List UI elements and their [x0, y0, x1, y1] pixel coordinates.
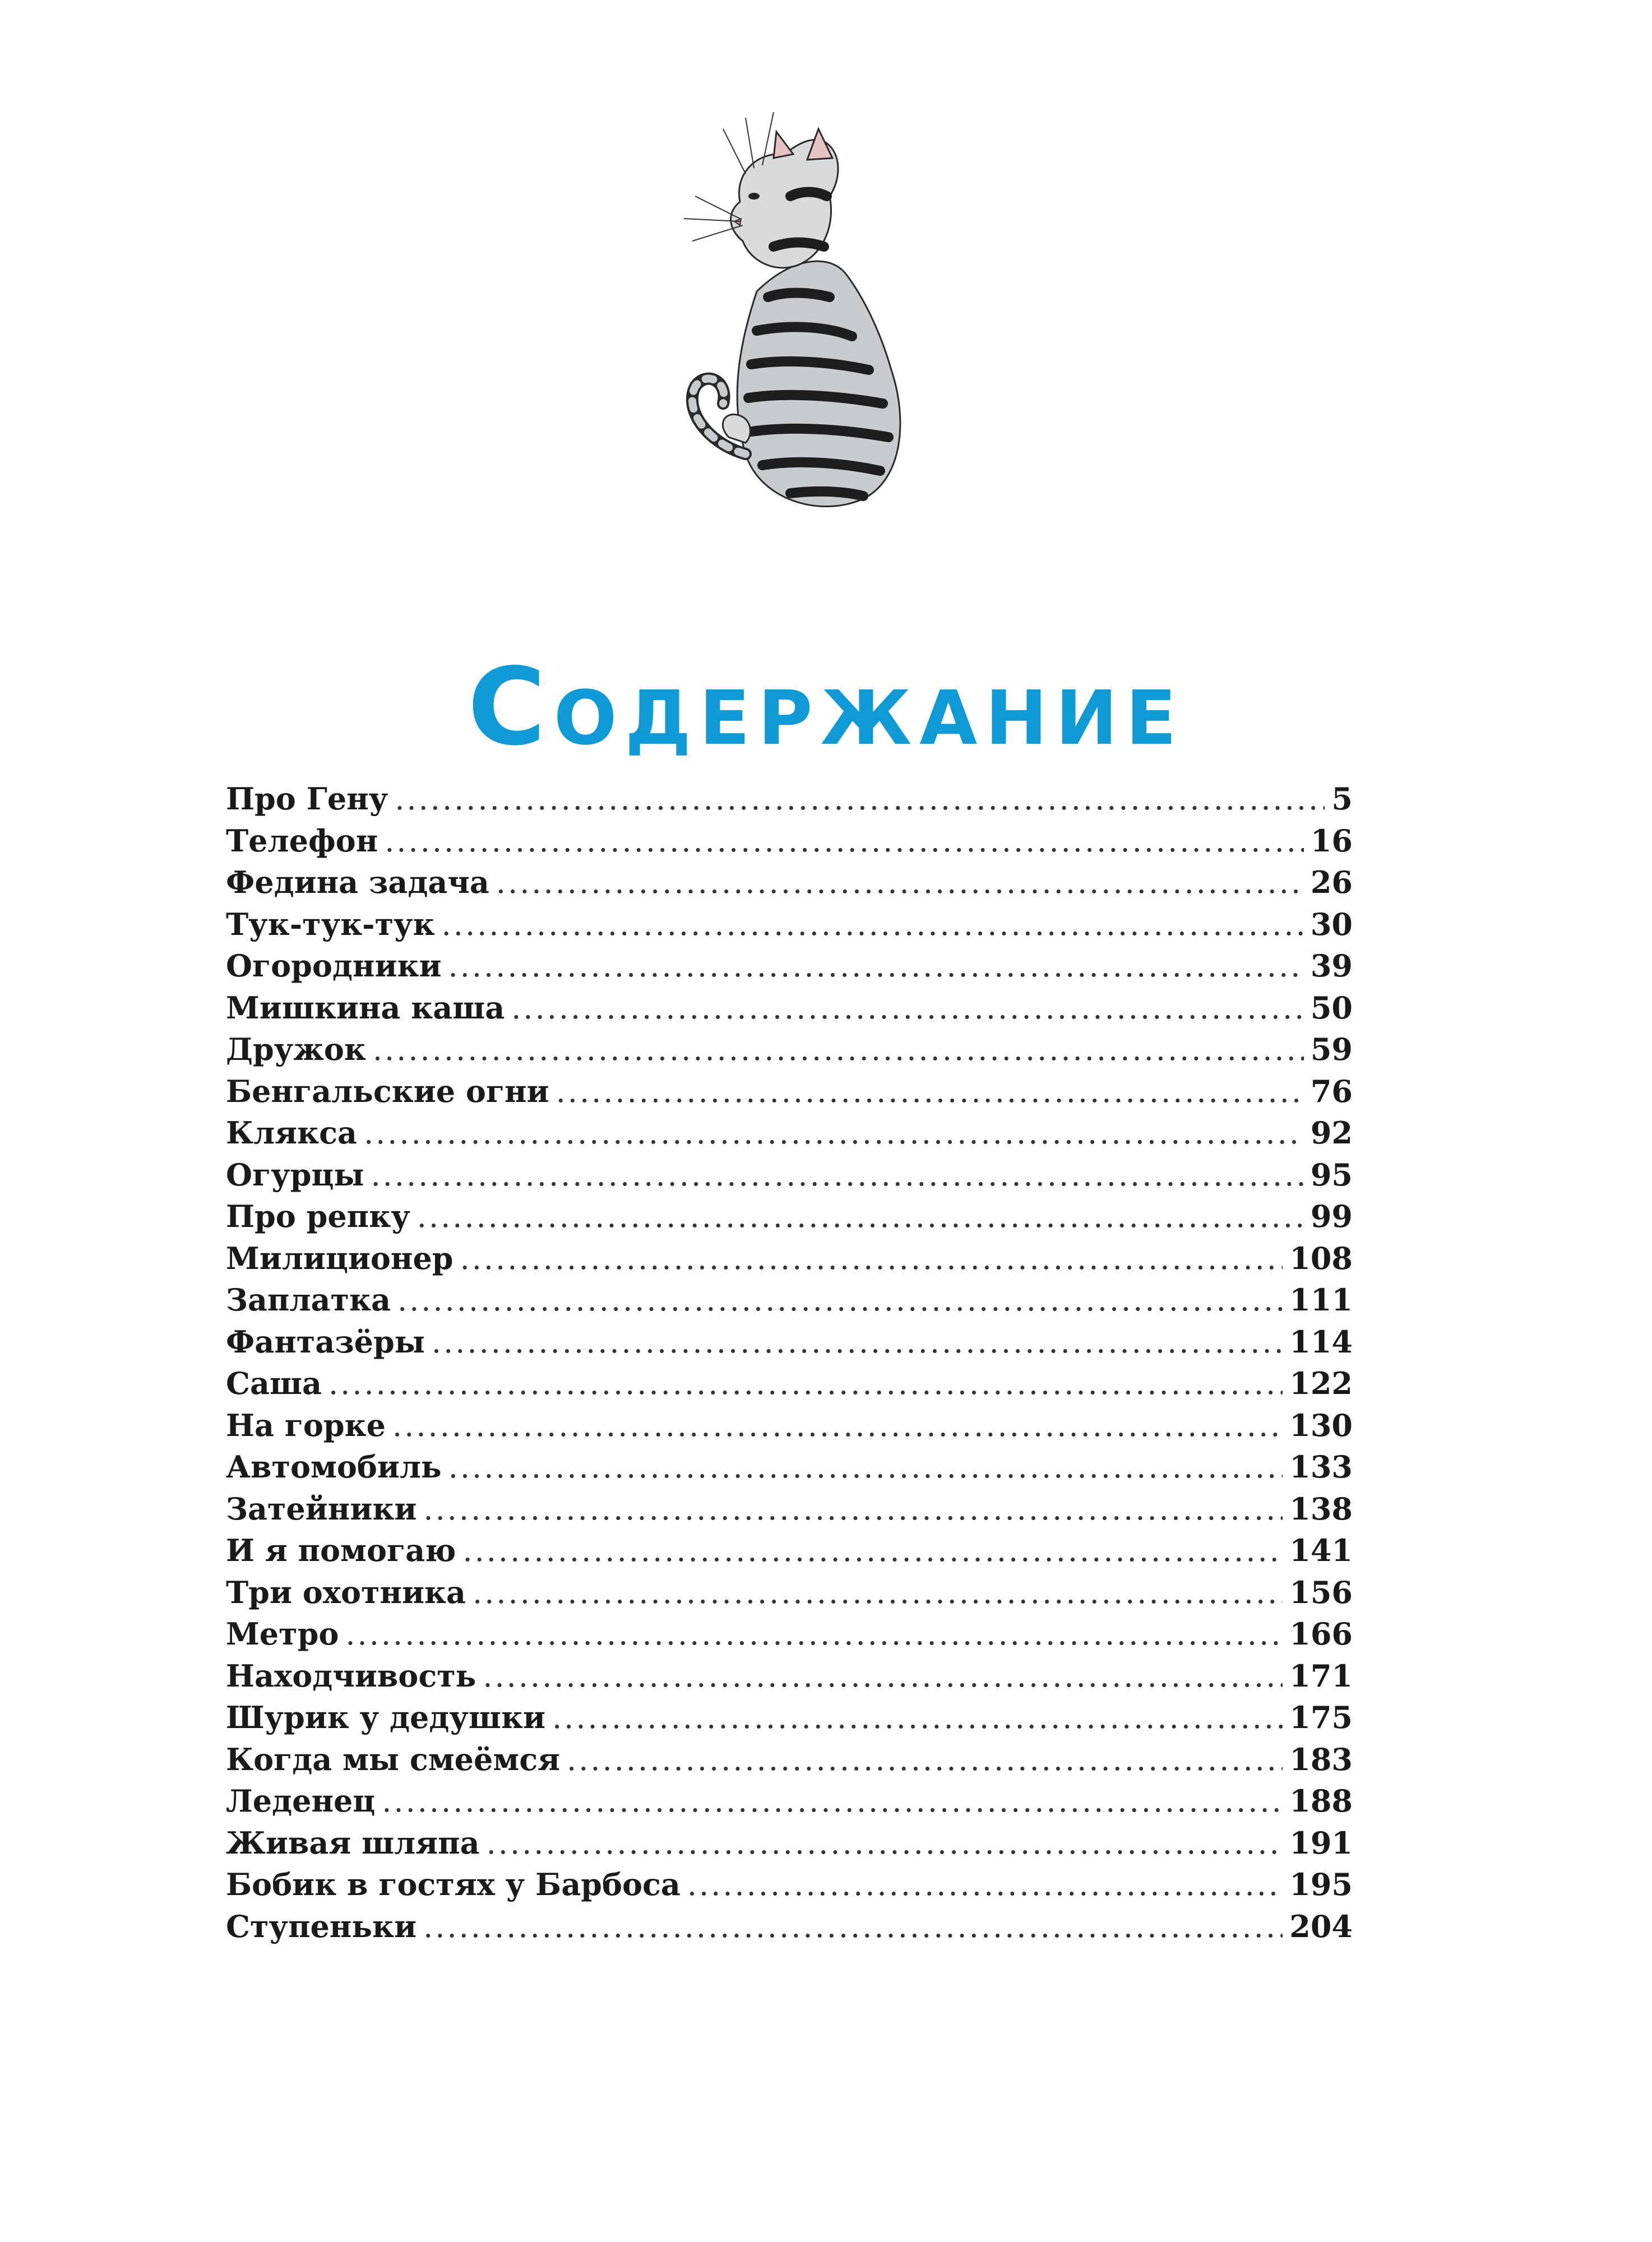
toc-dot-leader [395, 779, 1325, 821]
toc-entry [226, 1196, 1353, 1238]
toc-entry-title: Милиционер [226, 1240, 454, 1276]
toc-entry-page-number: 108 [1289, 1240, 1353, 1276]
toc-dot-leader [473, 1572, 1283, 1614]
toc-dot-leader [371, 1155, 1303, 1197]
toc-entry-title: Леденец [226, 1783, 376, 1819]
toc-entry-title: Находчивость [226, 1657, 476, 1694]
toc-entry-page-number: 122 [1289, 1365, 1353, 1401]
toc-entry-title: Автомобиль [226, 1449, 442, 1485]
toc-entry-title: Бенгальские огни [226, 1073, 549, 1109]
toc-entry-title: На горке [226, 1407, 386, 1443]
toc-entry-page-number: 114 [1289, 1323, 1353, 1360]
toc-entry-page-number: 59 [1310, 1031, 1353, 1067]
toc-dot-leader [567, 1739, 1283, 1781]
toc-dot-leader [417, 1196, 1304, 1238]
toc-entry-page-number: 183 [1289, 1741, 1353, 1777]
toc-entry [226, 1279, 1353, 1321]
toc-entry-page-number: 171 [1289, 1657, 1353, 1694]
toc-dot-leader [328, 1363, 1283, 1405]
toc-entry-page-number: 191 [1289, 1824, 1353, 1861]
toc-entry [226, 1112, 1353, 1154]
striped-cat-illustration [661, 106, 919, 532]
toc-entry-page-number: 175 [1289, 1699, 1353, 1735]
toc-dot-leader [511, 988, 1304, 1030]
toc-entry-title: Клякса [226, 1115, 357, 1151]
toc-dot-leader [687, 1864, 1283, 1906]
toc-entry-page-number: 92 [1310, 1115, 1353, 1151]
toc-dot-leader [442, 904, 1304, 946]
toc-dot-leader [373, 1029, 1304, 1071]
toc-entry-title: Шурик у дедушки [226, 1699, 546, 1735]
toc-entry-title: Про Гену [226, 781, 388, 817]
toc-entry-title: Затейники [226, 1490, 417, 1527]
toc-entry-page-number: 16 [1310, 822, 1353, 859]
toc-dot-leader [382, 1781, 1283, 1823]
toc-entry-title: Дружок [226, 1031, 366, 1067]
toc-entry [226, 1822, 1353, 1864]
toc-entry [226, 1697, 1353, 1739]
toc-dot-leader [552, 1697, 1283, 1739]
toc-entry-title: Федина задача [226, 864, 489, 900]
toc-entry [226, 1071, 1353, 1113]
toc-entry [226, 820, 1353, 862]
toc-entry-page-number: 26 [1310, 864, 1353, 900]
toc-entry-page-number: 156 [1289, 1574, 1353, 1610]
toc-entry-page-number: 204 [1289, 1908, 1353, 1944]
toc-entry-page-number: 195 [1289, 1866, 1353, 1902]
toc-entry [226, 861, 1353, 904]
toc-entry [226, 1655, 1353, 1697]
page-title: Содержание [468, 645, 1184, 770]
toc-entry-page-number: 30 [1310, 906, 1353, 942]
toc-dot-leader [423, 1906, 1283, 1948]
toc-entry [226, 1238, 1353, 1280]
toc-dot-leader [556, 1071, 1304, 1113]
toc-entry-page-number: 95 [1310, 1156, 1353, 1193]
toc-entry-page-number: 76 [1310, 1073, 1353, 1109]
toc-entry-page-number: 133 [1289, 1449, 1353, 1485]
toc-dot-leader [345, 1614, 1283, 1656]
toc-entry-page-number: 141 [1289, 1532, 1353, 1568]
toc-entry-title: Телефон [226, 822, 378, 859]
toc-entry-title: Фантазёры [226, 1323, 425, 1360]
toc-entry-title: Огурцы [226, 1156, 364, 1193]
toc-entry-title: И я помогаю [226, 1532, 456, 1568]
toc-entry [226, 1321, 1353, 1363]
toc-entry-title: Когда мы смеёмся [226, 1741, 561, 1777]
toc-dot-leader [460, 1238, 1283, 1280]
toc-entry [226, 945, 1353, 987]
toc-entry [226, 1572, 1353, 1614]
toc-dot-leader [462, 1530, 1283, 1572]
toc-entry-page-number: 130 [1289, 1407, 1353, 1443]
toc-entry-page-number: 50 [1310, 989, 1353, 1026]
toc-dot-leader [385, 821, 1304, 863]
toc-entry-title: Саша [226, 1365, 322, 1401]
toc-entry [226, 1613, 1353, 1655]
toc-dot-leader [483, 1656, 1283, 1698]
toc-entry [226, 904, 1353, 946]
toc-entry [226, 987, 1353, 1029]
toc-dot-leader [364, 1113, 1304, 1155]
toc-entry [226, 1530, 1353, 1572]
toc-entry-title: Заплатка [226, 1282, 391, 1318]
toc-entry-page-number: 39 [1310, 948, 1353, 984]
toc-entry [226, 1446, 1353, 1488]
toc-entry-title: Огородники [226, 948, 442, 984]
toc-dot-leader [423, 1489, 1283, 1531]
toc-entry-page-number: 111 [1289, 1282, 1353, 1318]
toc-dot-leader [496, 862, 1304, 904]
toc-entry [226, 1029, 1353, 1071]
toc-entry-title: Метро [226, 1616, 339, 1652]
toc-entry-title: Три охотника [226, 1574, 466, 1610]
toc-dot-leader [448, 1447, 1283, 1489]
toc-dot-leader [487, 1823, 1283, 1865]
toc-entry [226, 1780, 1353, 1822]
toc-entry [226, 778, 1353, 820]
toc-entry [226, 1906, 1353, 1948]
toc-entry [226, 1363, 1353, 1405]
toc-entry-page-number: 5 [1331, 781, 1353, 817]
toc-entry-title: Бобик в гостях у Барбоса [226, 1866, 681, 1902]
toc-entry-page-number: 188 [1289, 1783, 1353, 1819]
toc-entry [226, 1405, 1353, 1447]
toc-entry-title: Ступеньки [226, 1908, 417, 1944]
toc-dot-leader [392, 1405, 1283, 1447]
toc-entry-title: Живая шляпа [226, 1824, 480, 1861]
toc-entry-page-number: 99 [1310, 1198, 1353, 1234]
toc-entry-title: Про репку [226, 1198, 410, 1234]
toc-dot-leader [448, 946, 1304, 988]
toc-entry [226, 1864, 1353, 1906]
table-of-contents [226, 778, 1353, 1947]
toc-entry-title: Мишкина каша [226, 989, 505, 1026]
toc-entry-page-number: 166 [1289, 1616, 1353, 1652]
toc-entry-page-number: 138 [1289, 1490, 1353, 1527]
toc-dot-leader [432, 1322, 1283, 1364]
toc-entry [226, 1488, 1353, 1530]
toc-entry [226, 1739, 1353, 1781]
toc-entry [226, 1154, 1353, 1196]
toc-entry-title: Тук-тук-тук [226, 906, 435, 942]
toc-dot-leader [397, 1280, 1283, 1322]
